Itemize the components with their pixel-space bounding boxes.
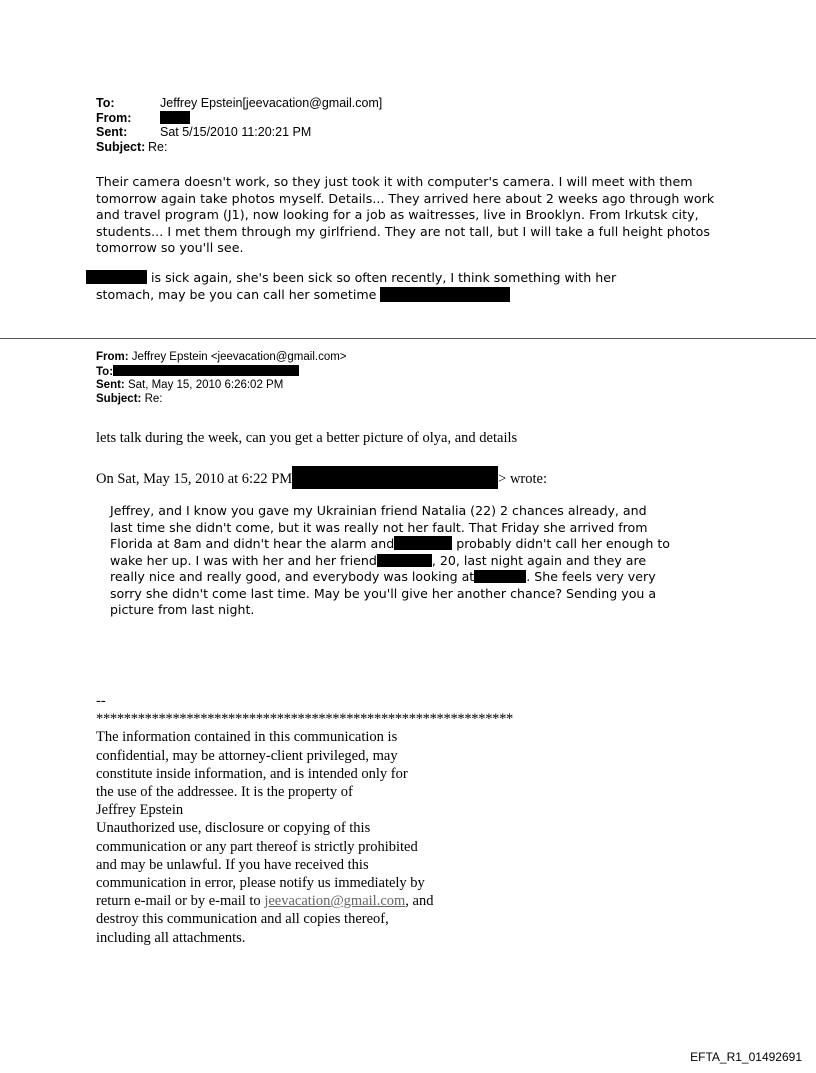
disclaimer-line: The information contained in this communication is	[96, 729, 398, 746]
sent-row	[96, 379, 347, 393]
sent-value: Sat 5/15/2010 11:20:21 PM	[160, 125, 312, 139]
quote-line: picture from last night.	[110, 602, 255, 617]
sent-label: Sent:	[96, 125, 128, 139]
subject-value: Re:	[141, 392, 163, 405]
to-row	[96, 365, 347, 380]
disclaimer-line: including all attachments.	[96, 929, 246, 946]
reply-line: lets talk during the week, can you get a better picture of olya, and details	[96, 430, 518, 446]
on-suffix: > wrote:	[498, 471, 548, 487]
disclaimer-line: confidential, may be attorney-client privileged, may	[96, 747, 398, 764]
email1-header	[96, 96, 382, 154]
to-label: To:	[96, 365, 114, 378]
redaction-block	[377, 554, 432, 567]
disclaimer-line: destroy this communication and all copies thereof,	[96, 911, 389, 928]
from-row	[96, 351, 347, 365]
subject-row	[96, 140, 382, 155]
subject-row	[96, 393, 347, 407]
quote-line: sorry she didn't come last time. May be you'll give her another chance? Sending you a	[110, 585, 657, 601]
quote-fragment: wake her up. I was with her and her friend	[110, 552, 377, 568]
quote-fragment: . She feels very very	[526, 569, 656, 584]
email1-paragraph-2	[86, 270, 746, 303]
quote-attribution	[96, 466, 547, 489]
quote-line	[110, 536, 720, 553]
quote-fragment: , 20, last night again and they are	[431, 552, 647, 568]
sent-label: Sent:	[96, 379, 125, 391]
return-suffix: , and	[405, 893, 434, 910]
redaction-block	[380, 287, 510, 302]
sent-value: Sat, May 15, 2010 6:26:02 PM	[124, 379, 284, 391]
sig-dashes: --	[96, 693, 106, 709]
quote-fragment: really nice and really good, and everybody was looking at	[110, 569, 475, 584]
subject-label: Subject:	[96, 139, 146, 154]
email2-header	[96, 351, 347, 406]
quote-fragment: Florida at 8am and didn't hear the alarm and	[110, 536, 395, 551]
redaction-block	[113, 365, 299, 376]
sent-row	[96, 125, 382, 140]
subject-value: Re:	[148, 139, 168, 154]
email-link[interactable]: jeevacation@gmail.com	[264, 893, 406, 910]
quote-line	[110, 569, 720, 586]
disclaimer-line: communication or any part thereof is strictly prohibited	[96, 838, 418, 855]
disclaimer-line: constitute inside information, and is intended only for	[96, 765, 408, 782]
email1-p2-line2: stomach, may be you can call her sometime	[96, 286, 377, 302]
email1-paragraph-1: Their camera doesn't work, so they just took it with computer's camera. I will meet with them tomorrow again take photos myself. Details... They arrived here about 2 weeks ago through work and travel program (J1), now looking for a job as waitresses, live in Brooklyn. From Irkutsk city, students... I met them through my girlfriend. They are not tall, but I will take a full height photos tomorrow so you'll see.	[96, 174, 715, 255]
from-row	[96, 111, 382, 126]
redaction-block	[394, 536, 452, 550]
quote-fragment: probably didn't call her enough to	[452, 536, 670, 551]
redaction-block	[292, 466, 498, 489]
redaction-block	[160, 111, 190, 124]
signature-block	[96, 692, 616, 947]
disclaimer-line: Unauthorized use, disclosure or copying of this	[96, 820, 371, 837]
on-prefix: On Sat, May 15, 2010 at 6:22 PM	[96, 471, 293, 487]
disclaimer-line: Jeffrey Epstein	[96, 802, 184, 819]
subject-label: Subject:	[96, 392, 142, 405]
to-row	[96, 96, 382, 111]
email1-body	[96, 174, 736, 257]
document-id: EFTA_R1_01492691	[690, 1050, 802, 1064]
from-label: From:	[96, 351, 129, 363]
disclaimer-line: communication in error, please notify us immediately by	[96, 875, 425, 892]
redaction-block	[86, 270, 147, 284]
divider	[0, 338, 816, 339]
quoted-message	[110, 503, 720, 619]
email1-p2-line1: is sick again, she's been sick so often recently, I think something with her	[147, 270, 617, 285]
return-prefix: return e-mail or by e-mail to	[96, 893, 265, 910]
quote-line: last time she didn't come, but it was really not her fault. That Friday she arrived from	[110, 519, 648, 535]
sig-stars: ************************************************************	[96, 711, 514, 728]
quote-line: Jeffrey, and I know you gave my Ukrainian friend Natalia (22) 2 chances already, and	[110, 503, 647, 518]
from-value: Jeffrey Epstein <jeevacation@gmail.com>	[128, 351, 347, 363]
redaction-block	[474, 570, 526, 583]
to-label: To:	[96, 96, 115, 110]
to-value: Jeffrey Epstein[jeevacation@gmail.com]	[160, 96, 383, 110]
quote-line	[110, 553, 720, 570]
disclaimer-line: and may be unlawful. If you have received this	[96, 856, 369, 873]
disclaimer-line	[96, 892, 616, 910]
from-label: From:	[96, 110, 132, 125]
disclaimer-line: the use of the addressee. It is the property of	[96, 784, 353, 801]
